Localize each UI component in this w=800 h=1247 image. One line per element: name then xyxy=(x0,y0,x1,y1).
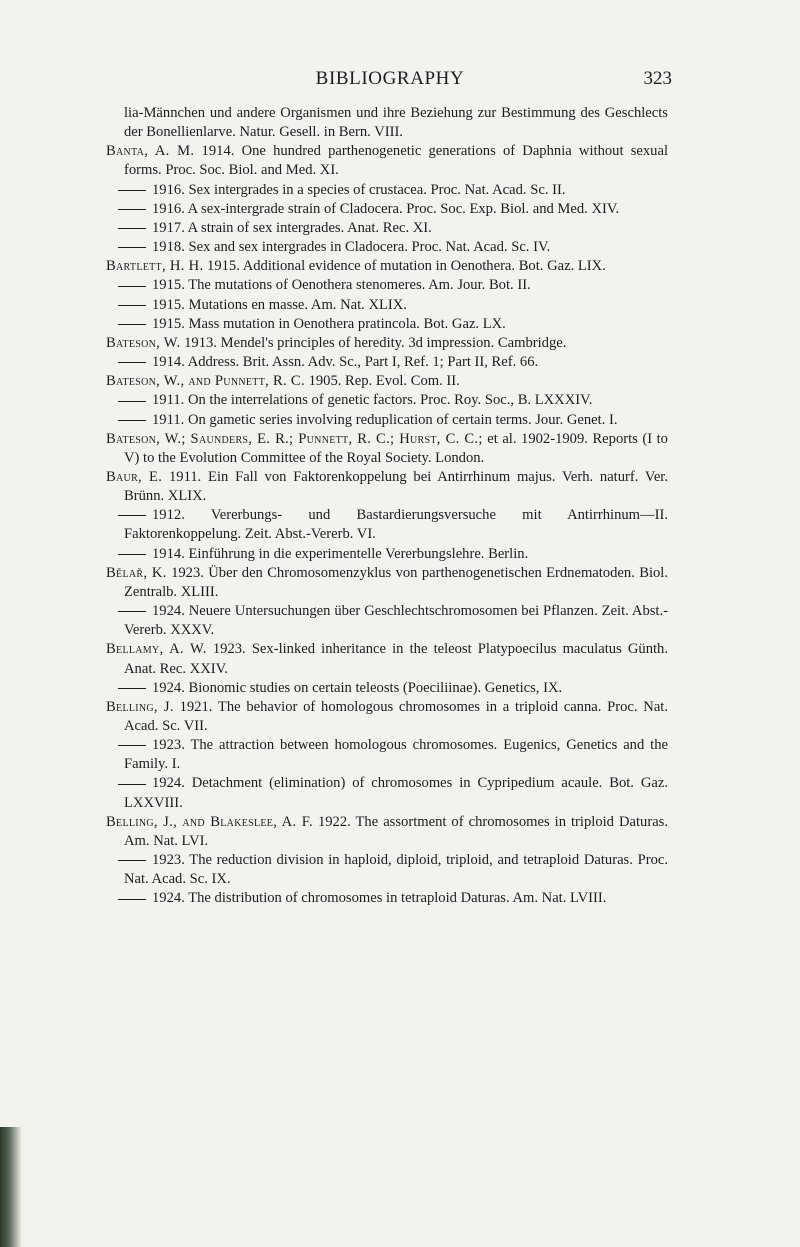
entry-text: 1923. The reduction division in haploid, diploid, triploid, and tetraploid Daturas. Proc. Nat. Acad. Sc. IX. xyxy=(124,852,668,888)
ditto-dash xyxy=(118,401,146,402)
entry-text: 1911. Ein Fall von Faktorenkoppelung bei Antirrhinum majus. Verh. naturf. Ver. Brünn. XLIX. xyxy=(124,468,669,505)
ditto-dash xyxy=(118,305,146,306)
entry-author: Bateson, W. xyxy=(106,334,181,351)
bibliography-entry xyxy=(106,391,668,410)
bibliography-entry xyxy=(106,238,668,257)
running-title: BIBLIOGRAPHY xyxy=(315,68,465,89)
entry-text: 1912. Vererbungs- und Bastardierungsversuche mit Antirrhinum—II. Faktorenkoppelung. Zeit. Abst.-Vererb. VI. xyxy=(124,507,668,543)
entry-text: 1924. Bionomic studies on certain teleosts (Poeciliinae). Genetics, IX. xyxy=(152,679,563,696)
ditto-dash xyxy=(118,247,146,248)
bibliography-entry xyxy=(106,813,668,851)
entry-author: Bellamy, A. W. xyxy=(106,641,207,658)
bibliography-entry xyxy=(106,372,668,391)
entry-text: 1924. Detachment (elimination) of chromosomes in Cypripedium acaule. Bot. Gaz. LXXVIII. xyxy=(124,775,668,811)
entry-text: 1923. The attraction between homologous chromosomes. Eugenics, Genetics and the Family. I. xyxy=(124,737,668,773)
bibliography-entry xyxy=(106,276,668,295)
bibliography-entry xyxy=(106,774,668,812)
entry-text: 1915. The mutations of Oenothera stenomeres. Am. Jour. Bot. II. xyxy=(152,277,531,294)
entry-text: 1911. On the interrelations of genetic factors. Proc. Roy. Soc., B. LXXXIV. xyxy=(152,392,593,409)
ditto-dash xyxy=(118,324,146,325)
entry-text: 1923. Sex-linked inheritance in the teleost Platypoecilus maculatus Günth. Anat. Rec. XXIV. xyxy=(124,641,668,677)
entry-author: Belling, J. xyxy=(106,698,174,715)
entry-author: Bartlett, H. H. xyxy=(106,258,204,275)
entry-text: 1914. One hundred parthenogenetic generations of Daphnia without sexual forms. Proc. Soc. Biol. and Med. XI. xyxy=(124,143,668,179)
entry-text: 1924. Neuere Untersuchungen über Geschlechtschromosomen bei Pflanzen. Zeit. Abst.-Vererb. XXXV. xyxy=(124,603,668,639)
ditto-dash xyxy=(118,554,146,555)
bibliography-entry xyxy=(106,851,668,889)
entry-text: 1923. Über den Chromosomenzyklus von parthenogenetischen Erdnematoden. Biol. Zentralb. XLIII. xyxy=(124,564,668,600)
entry-text: 1915. Additional evidence of mutation in Oenothera. Bot. Gaz. LIX. xyxy=(203,258,606,275)
bibliography-entry xyxy=(106,679,668,698)
entry-text: 1913. Mendel's principles of heredity. 3d impression. Cambridge. xyxy=(180,334,567,351)
bibliography-entry xyxy=(106,411,668,430)
bibliography-entry xyxy=(106,142,668,180)
bibliography-entry xyxy=(106,698,668,736)
ditto-dash xyxy=(118,745,146,746)
entry-author: Baur, E. xyxy=(106,468,163,485)
bibliography-entry xyxy=(106,736,668,774)
bibliography-entry xyxy=(106,104,668,142)
ditto-dash xyxy=(118,228,146,229)
entry-author: Banta, A. M. xyxy=(106,143,195,160)
entry-text: et al. 1902-1909. Reports (I to V) to the Evolution Committee of the Royal Society. London. xyxy=(124,430,668,466)
ditto-dash xyxy=(118,362,146,363)
bibliography-entry xyxy=(106,564,668,602)
entry-text: 1921. The behavior of homologous chromosomes in a triploid canna. Proc. Nat. Acad. Sc. VII. xyxy=(124,698,669,734)
ditto-dash xyxy=(118,515,146,516)
entry-text: 1915. Mass mutation in Oenothera pratincola. Bot. Gaz. LX. xyxy=(152,315,506,332)
bibliography-entry xyxy=(106,468,668,506)
ditto-dash xyxy=(118,899,146,900)
bibliography-entry xyxy=(106,296,668,315)
bibliography-entry xyxy=(106,315,668,334)
ditto-dash xyxy=(118,190,146,191)
ditto-dash xyxy=(118,860,146,861)
bibliography-entry xyxy=(106,545,668,564)
bibliography-entry xyxy=(106,353,668,372)
entry-text: 1917. A strain of sex intergrades. Anat. Rec. XI. xyxy=(152,219,432,236)
page-header xyxy=(108,68,672,92)
entry-text: 1916. A sex-intergrade strain of Cladocera. Proc. Soc. Exp. Biol. and Med. XIV. xyxy=(152,200,620,217)
bibliography-entry xyxy=(106,334,668,353)
entry-author: Bateson, W.; Saunders, E. R.; Punnett, R. C.; Hurst, C. C.; xyxy=(106,430,483,447)
bibliography-entry xyxy=(106,219,668,238)
page-number: 323 xyxy=(643,68,672,89)
entry-text: 1915. Mutations en masse. Am. Nat. XLIX. xyxy=(152,296,407,313)
bibliography-entry xyxy=(106,889,668,908)
bibliography-entry xyxy=(106,257,668,276)
ditto-dash xyxy=(118,611,146,612)
bibliography-entry xyxy=(106,181,668,200)
entry-text: 1914. Address. Brit. Assn. Adv. Sc., Part I, Ref. 1; Part II, Ref. 66. xyxy=(152,354,539,371)
ditto-dash xyxy=(118,688,146,689)
entry-text: lia-Männchen und andere Organismen und ihre Beziehung zur Bestimmung des Geschlects der Bonellienlarve. Natur. Gesell. in Bern. VIII. xyxy=(124,105,668,141)
entry-text: 1914. Einführung in die experimentelle Vererbungslehre. Berlin. xyxy=(152,545,529,562)
entry-text: 1922. The assortment of chromosomes in triploid Daturas. Am. Nat. LVI. xyxy=(124,813,669,849)
ditto-dash xyxy=(118,286,146,287)
bibliography-entry xyxy=(106,506,668,544)
ditto-dash xyxy=(118,209,146,210)
bibliography-entry xyxy=(106,640,668,678)
entry-author: Bělař, K. xyxy=(106,564,167,581)
bibliography-entry xyxy=(106,200,668,219)
ditto-dash xyxy=(118,420,146,421)
entry-author: Belling, J., and Blakeslee, A. F. xyxy=(106,813,313,830)
entry-text: 1905. Rep. Evol. Com. II. xyxy=(304,373,460,390)
page-edge-shadow xyxy=(0,1127,22,1247)
bibliography-list xyxy=(106,104,668,909)
entry-text: 1918. Sex and sex intergrades in Cladocera. Proc. Nat. Acad. Sc. IV. xyxy=(152,239,551,256)
ditto-dash xyxy=(118,784,146,785)
bibliography-entry xyxy=(106,602,668,640)
bibliography-entry xyxy=(106,430,668,468)
entry-author: Bateson, W., and Punnett, R. C. xyxy=(106,373,305,390)
entry-text: 1911. On gametic series involving reduplication of certain terms. Jour. Genet. I. xyxy=(152,411,618,428)
entry-text: 1924. The distribution of chromosomes in tetraploid Daturas. Am. Nat. LVIII. xyxy=(152,890,607,907)
entry-text: 1916. Sex intergrades in a species of crustacea. Proc. Nat. Acad. Sc. II. xyxy=(152,181,566,198)
